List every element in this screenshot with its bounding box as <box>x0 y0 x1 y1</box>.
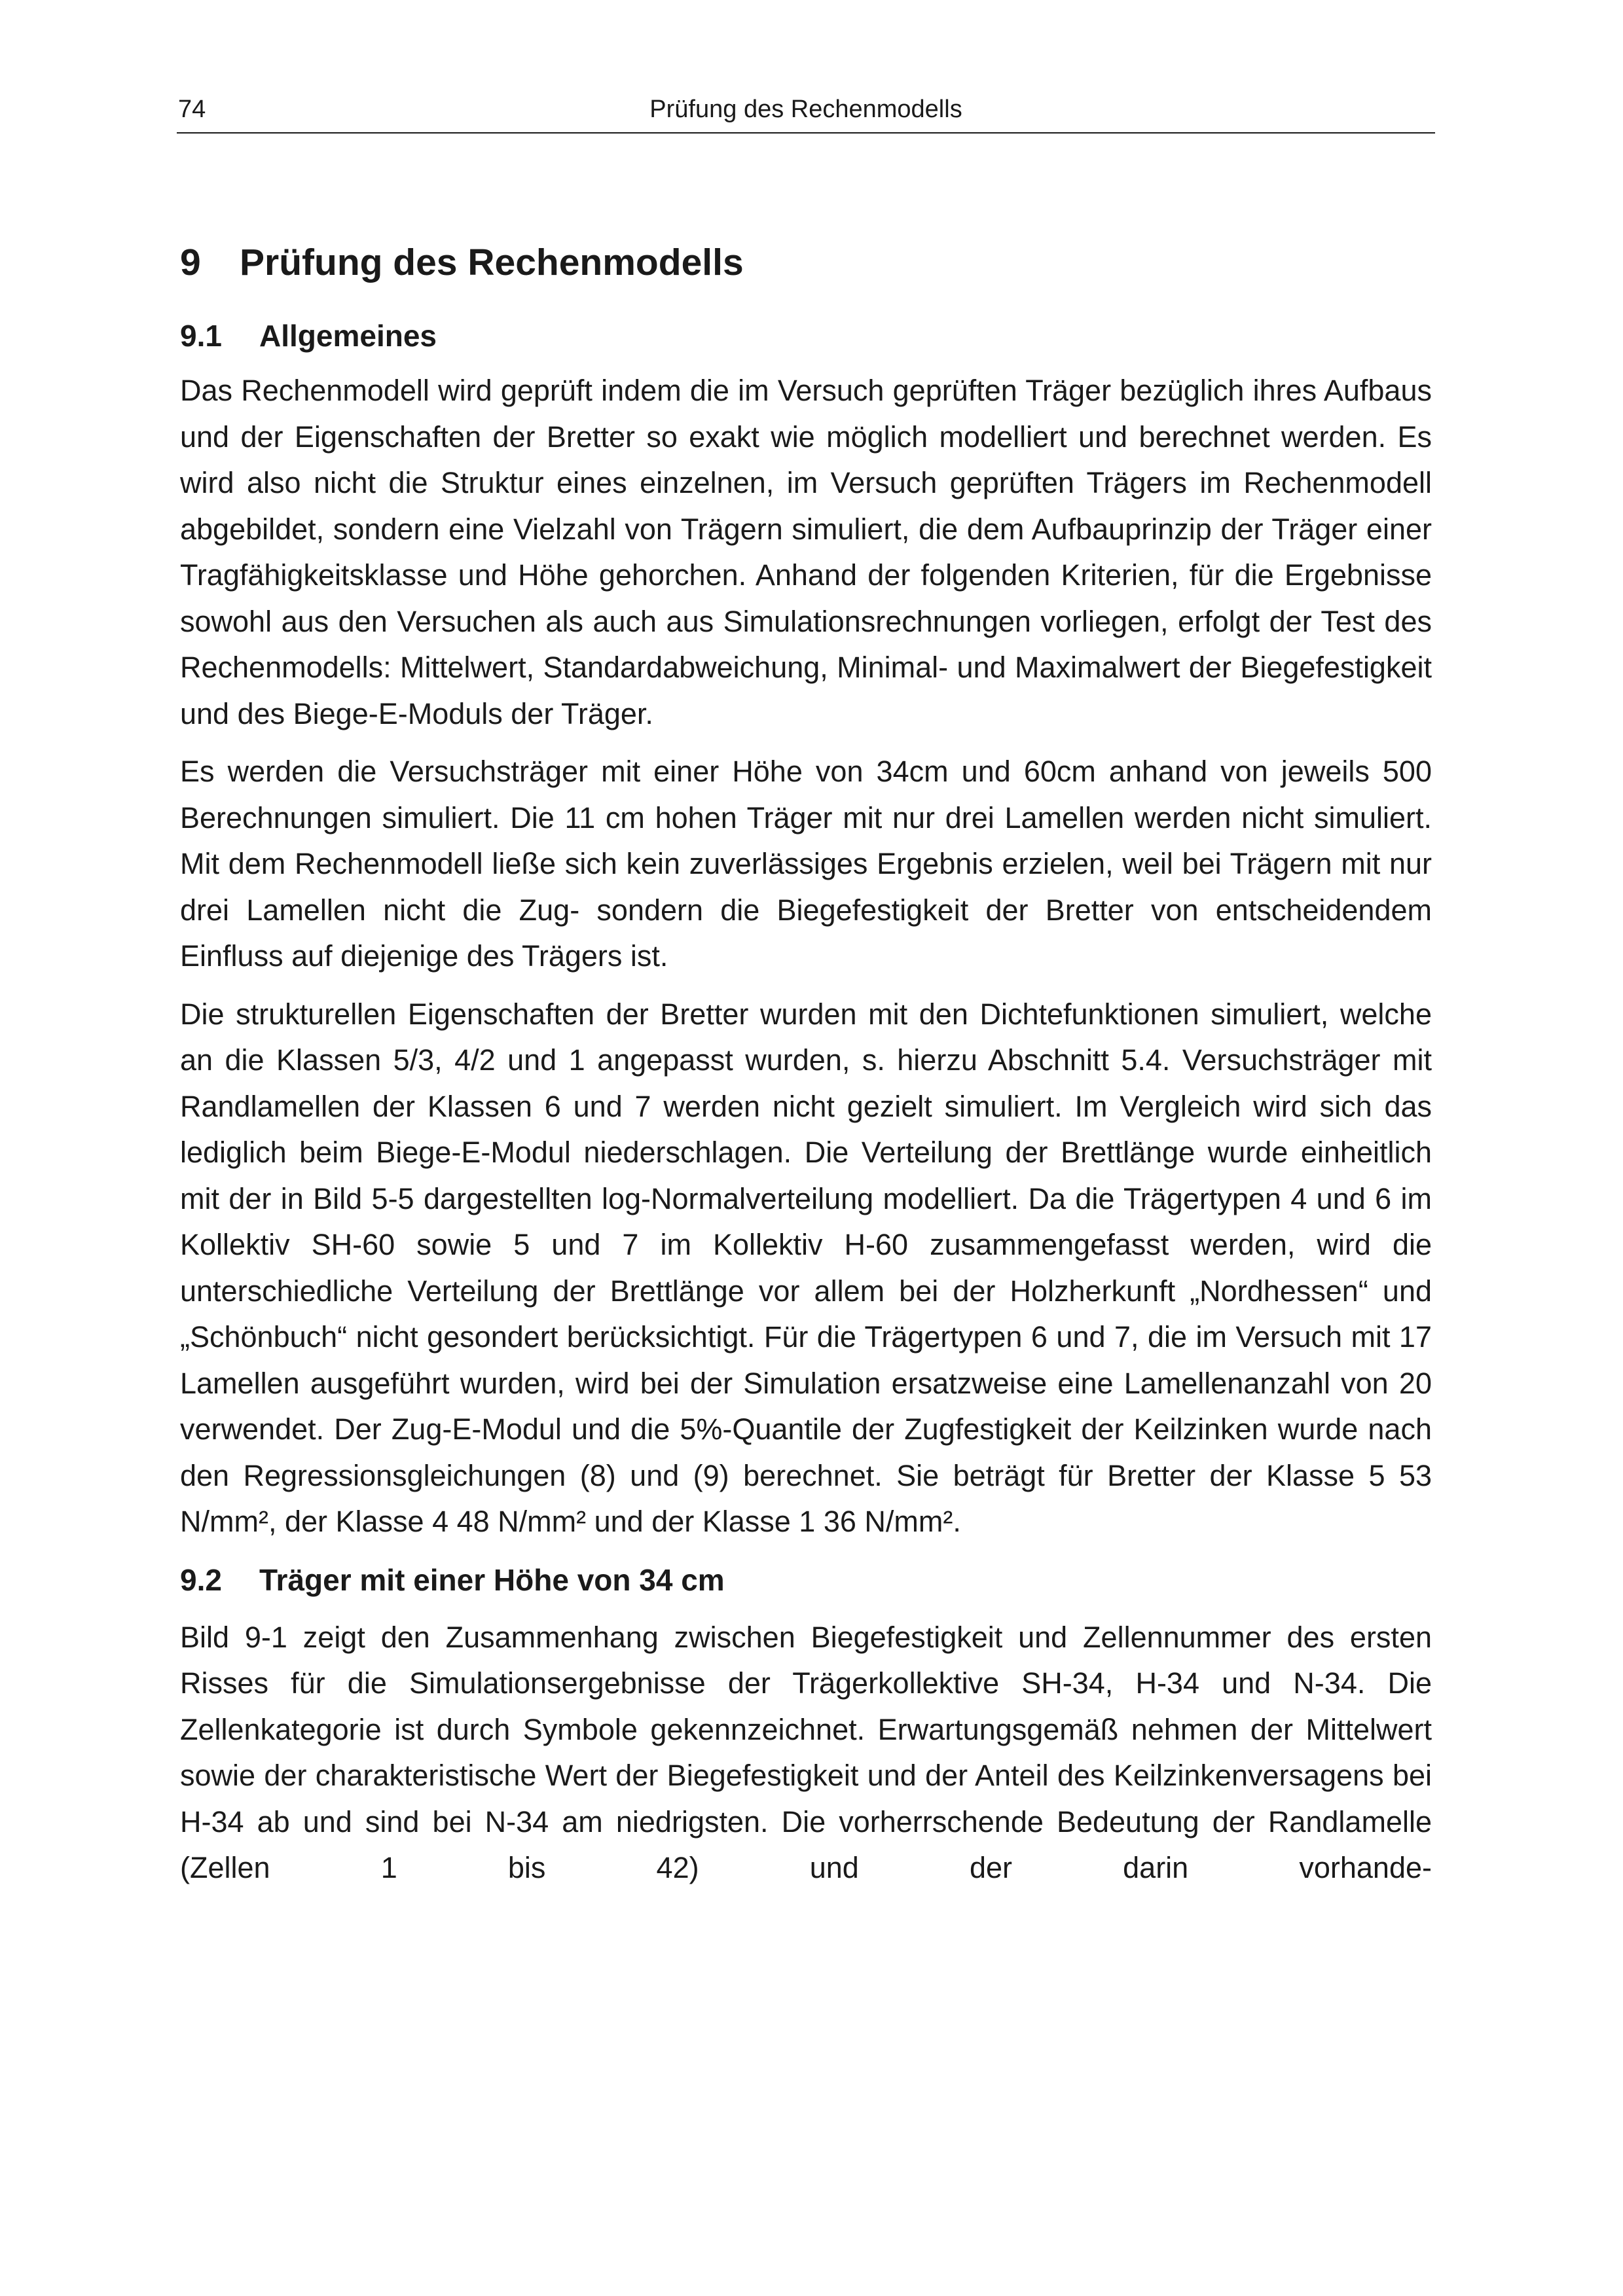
paragraph: Bild 9-1 zeigt den Zusammenhang zwischen Biegefestigkeit und Zellennummer des ersten Risses für die Simulationsergebnisse der Trägerkollektive SH-34, H-34 und N-34. Die Zellenkategorie ist durch Symbole gekennzeichnet. Erwartungsgemäß nehmen der Mittelwert sowie der charakteristische Wert der Biegefestigkeit und der Anteil des Keilzinkenversagens bei H-34 ab und sind bei N-34 am niedrigsten. Die vorherrschende Bedeutung der Randlamelle (Zellen 1 bis 42) und der darin vorhande- <box>180 1620 1432 1884</box>
paragraph: Das Rechenmodell wird geprüft indem die im Versuch geprüften Träger bezüglich ihres Aufbaus und der Eigenschaften der Bretter so exakt wie möglich modelliert und berechnet werden. Es wird also nicht die Struktur eines einzelnen, im Versuch geprüften Trägers im Rechenmodell abgebildet, sondern eine Vielzahl von Trägern simuliert, die dem Aufbauprinzip der Träger einer Tragfähigkeitsklasse und Höhe gehorchen. Anhand der folgenden Kriterien, für die Ergebnisse sowohl aus den Versuchen als auch aus Simulationsrechnungen vorliegen, erfolgt der Test des Rechenmodells: Mittelwert, Standardabweichung, Minimal- und Maximalwert der Biegefestigkeit und des Biege-E-Moduls der Träger. <box>180 374 1432 730</box>
document-body <box>180 233 1432 1903</box>
section-title: Allgemeines <box>259 319 437 353</box>
page-number: 74 <box>178 96 206 123</box>
paragraph: Es werden die Versuchsträger mit einer Höhe von 34cm und 60cm anhand von jeweils 500 Berechnungen simuliert. Die 11 cm hohen Träger mit nur drei Lamellen werden nicht simuliert. Mit dem Rechenmodell ließe sich kein zuverlässiges Ergebnis erzielen, weil bei Trägern mit nur drei Lamellen nicht die Zug- sondern die Biegefestigkeit der Bretter von entscheidendem Einfluss auf diejenige des Trägers ist. <box>180 755 1432 973</box>
section-number: 9.2 <box>180 1562 222 1597</box>
chapter-heading <box>180 233 1432 292</box>
section-heading-9-2 <box>180 1557 1432 1603</box>
section-title: Träger mit einer Höhe von 34 cm <box>259 1562 725 1597</box>
section-number: 9.1 <box>180 319 222 353</box>
running-title: Prüfung des Rechenmodells <box>649 96 962 123</box>
chapter-title: Prüfung des Rechenmodells <box>240 242 744 283</box>
paragraph: Die strukturellen Eigenschaften der Bretter wurden mit den Dichtefunktionen simuliert, welche an die Klassen 5/3, 4/2 und 1 angepasst wurden, s. hierzu Abschnitt 5.4. Versuchsträger mit Randlamellen der Klassen 6 und 7 werden nicht gezielt simuliert. Im Vergleich wird sich das lediglich beim Biege-E-Modul niederschlagen. Die Verteilung der Brettlänge wurde einheitlich mit der in Bild 5-5 dargestellten log-Normalverteilung modelliert. Da die Trägertypen 4 und 6 im Kollektiv SH-60 sowie 5 und 7 im Kollektiv H-60 zusammengefasst werden, wird die unterschiedliche Verteilung der Brettlänge vor allem bei der Holzherkunft „Nordhessen“ und „Schönbuch“ nicht gesondert berücksichtigt. Für die Trägertypen 6 und 7, die im Versuch mit 17 Lamellen ausgeführt wurden, wird bei der Simulation ersatzweise eine Lamellenanzahl von 20 verwendet. Der Zug-E-Modul und die 5%-Quantile der Zugfestigkeit der Keilzinken wurde nach den Regressionsgleichungen (8) und (9) berechnet. Sie beträgt für Bretter der Klasse 5 53 N/mm², der Klasse 4 48 N/mm² und der Klasse 1 36 N/mm². <box>180 997 1432 1538</box>
running-header <box>177 96 1435 134</box>
section-heading-9-1 <box>180 313 1432 359</box>
chapter-number: 9 <box>180 242 201 283</box>
